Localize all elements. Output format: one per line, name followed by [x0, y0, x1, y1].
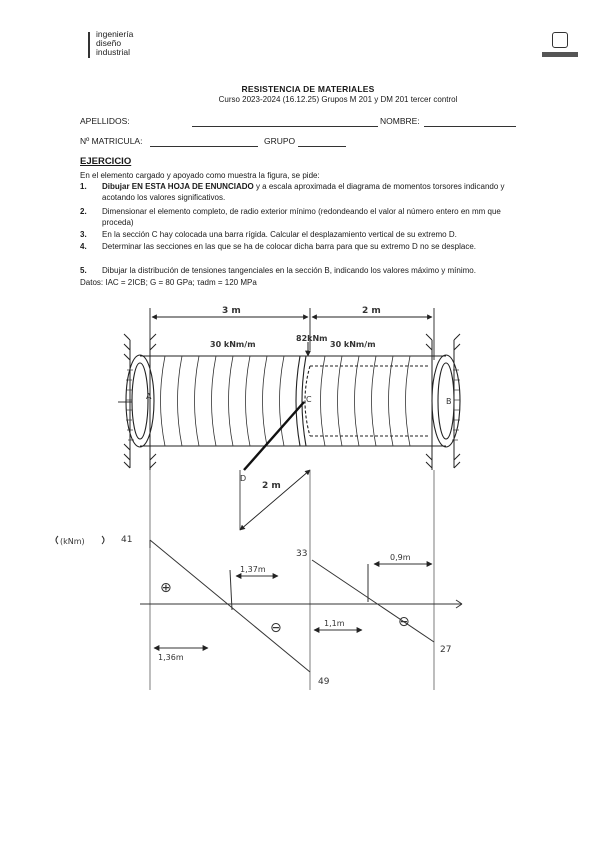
exercise-intro: En el elemento cargado y apoyado como muestra la figura, se pide:	[80, 171, 320, 180]
grupo-label: GRUPO	[264, 136, 296, 146]
page-title: RESISTENCIA DE MATERIALES	[241, 84, 375, 94]
section-b-label: B	[446, 397, 452, 406]
section-a-label: A	[146, 392, 152, 401]
logo-line-2: diseño	[96, 38, 122, 48]
dim-left-label: 3 m	[222, 306, 241, 316]
load-right-label: 30 kNm/m	[330, 340, 376, 349]
nombre-label: NOMBRE:	[380, 116, 420, 126]
dist-3-label: 1,1m	[324, 619, 345, 628]
diagram-unit: (kNm)	[60, 537, 85, 546]
exercise-data: Datos: IAC = 2ICB; G = 80 GPa; τadm = 120 MPa	[80, 278, 257, 287]
matricula-label: Nº MATRICULA:	[80, 136, 143, 146]
end-plate-hatching	[126, 370, 460, 440]
item-body-text: Dibujar la distribución de tensiones tangenciales en la sección B, indicando los valores máximo y mínimo.	[102, 266, 476, 275]
apellidos-label: APELLIDOS:	[80, 116, 130, 126]
sign-positive-icon: ⊕	[160, 580, 172, 596]
value-end: 27	[440, 645, 452, 655]
item-number: 3.	[80, 230, 87, 239]
dist-1-label: 1,37m	[240, 565, 266, 574]
exercise-heading: EJERCICIO	[80, 156, 132, 167]
item-body-text: Dimensionar el elemento completo, de radio exterior mínimo (redondeando el valor al número entero en mm que proceda)	[102, 207, 501, 227]
item-number: 1.	[80, 182, 87, 191]
right-support	[426, 334, 460, 470]
section-c-label: C	[306, 395, 312, 404]
item-body-text: En la sección C hay colocada una barra rígida. Calcular el desplazamiento vertical de su extremo D.	[102, 230, 457, 239]
item-bold-text: Dibujar EN ESTA HOJA DE ENUNCIADO	[102, 182, 254, 191]
bar-length-label: 2 m	[262, 481, 281, 491]
sign-negative-icon: ⊖	[398, 614, 410, 630]
sign-negative-icon: ⊖	[270, 620, 282, 636]
item-number: 5.	[80, 266, 87, 275]
dimension-lines	[150, 308, 434, 360]
rigid-bar	[240, 402, 310, 530]
distributed-torque-arcs	[161, 356, 411, 446]
point-d-label: D	[240, 474, 247, 483]
logo-line-1: ingeniería	[96, 29, 134, 39]
item-number: 2.	[80, 207, 87, 216]
load-left-label: 30 kNm/m	[210, 340, 256, 349]
value-c-left: 49	[318, 677, 330, 687]
dist-4-label: 0,9m	[390, 553, 411, 562]
logo-line-3: industrial	[96, 47, 131, 57]
item-body-text: Determinar las secciones en las que se ha de colocar dicha barra para que su extremo D no se desplace.	[102, 242, 476, 251]
shaft	[126, 355, 460, 447]
point-moment-label: 82kNm	[296, 334, 328, 343]
value-start: 41	[121, 535, 133, 545]
item-body-text: y a escala aproximada el diagrama de momentos torsores indicando y acotando los valores significativos.	[102, 182, 505, 202]
dim-right-label: 2 m	[362, 306, 381, 316]
value-c-right: 33	[296, 549, 308, 559]
page-subtitle: Curso 2023-2024 (16.12.25) Grupos M 201 y DM 201 tercer control	[218, 95, 458, 104]
dist-2-label: 1,36m	[158, 653, 184, 662]
item-number: 4.	[80, 242, 87, 251]
